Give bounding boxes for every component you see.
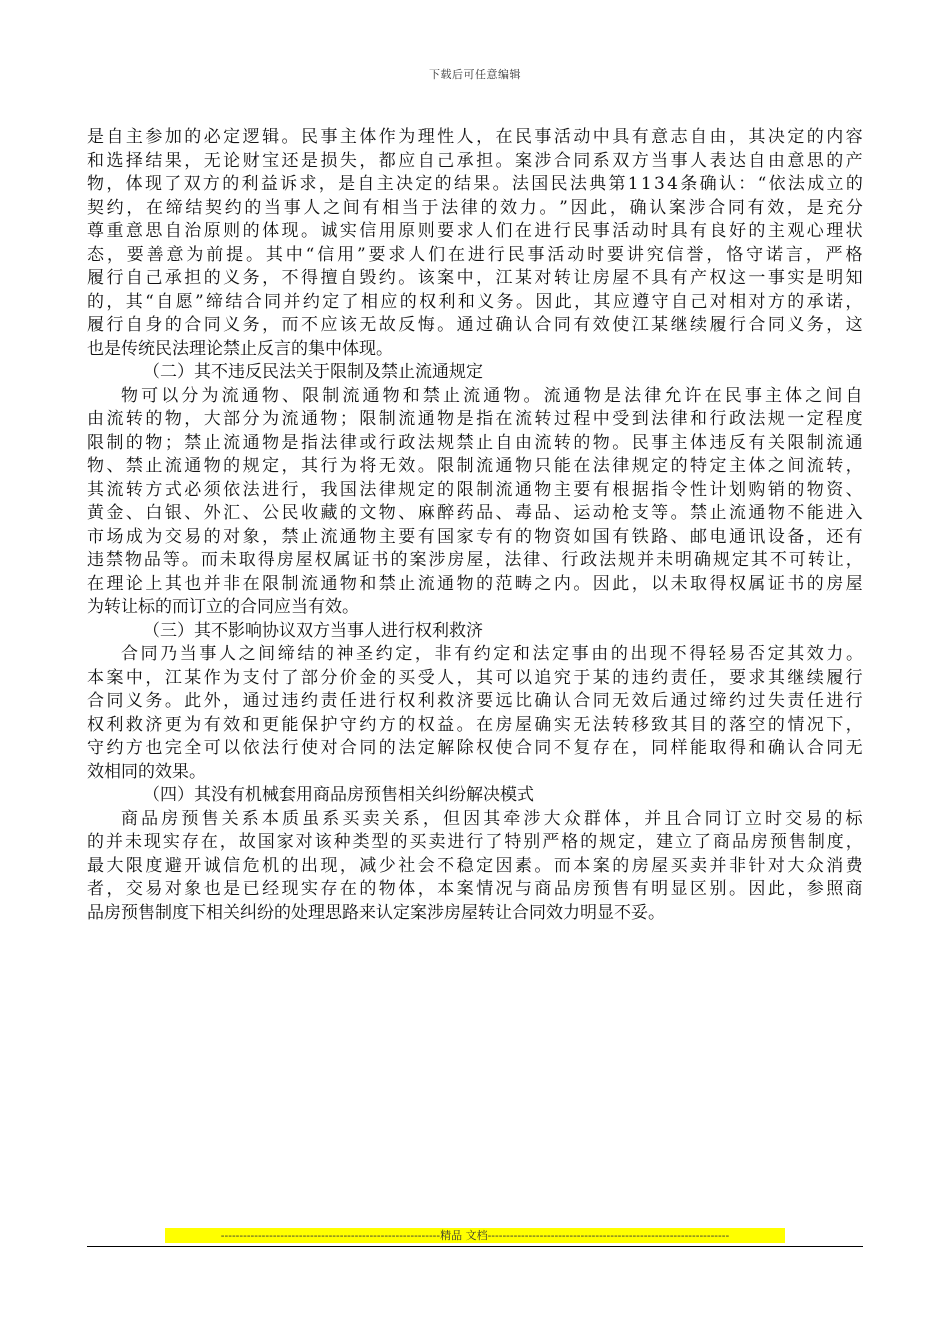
text-line: 品房预售制度下相关纠纷的处理思路来认定案涉房屋转让合同效力明显不妥。 xyxy=(87,902,665,923)
text-line: 尊 重 意 思 自 治 原 则 的 体 现 。 诚 实 信 用 原 则 要 求 人 们 在 进 行 民 事 活 动 时 具 有 良 好 的 主 观 心 理 状 xyxy=(87,221,863,241)
text-line: （四）其没有机械套用商品房预售相关纠纷解决模式 xyxy=(143,785,534,805)
text-line: 也是传统民法理论禁止反言的集中体现。 xyxy=(87,338,393,359)
text-line: 为转让标的而订立的合同应当有效。 xyxy=(87,597,359,617)
text-line: （三）其不影响协议双方当事人进行权利救济 xyxy=(143,620,483,641)
text-line: 由 流 转 的 物 ， 大 部 分 为 流 通 物 ； 限 制 流 通 物 是 指 在 流 转 过 程 中 受 到 法 律 和 行 政 法 规 一 定 程 度 xyxy=(87,409,863,429)
page-header: 下载后可任意编辑 xyxy=(429,68,521,81)
text-line: 者 ， 交 易 对 象 也 是 已 经 现 实 存 在 的 物 体 ， 本 案 情 况 与 商 品 房 预 售 有 明 显 区 别 。 因 此 ， 参 照 商 xyxy=(87,879,863,899)
text-line: 和 选 择 结 果 ， 无 论 财 宝 还 是 损 失 ， 都 应 自 己 承 担 。 案 涉 合 同 系 双 方 当 事 人 表 达 自 由 意 思 的 产 xyxy=(87,150,863,171)
text-line: （二）其不违反民法关于限制及禁止流通规定 xyxy=(143,362,483,382)
text-line: 的 并 未 现 实 存 在 ， 故 国 家 对 该 种 类 型 的 买 卖 进 行 了 特 别 严 格 的 规 定 ， 建 立 了 商 品 房 预 售 制 度 ， xyxy=(87,832,863,852)
document-body xyxy=(87,126,863,925)
text-line: 履 行 自 己 承 担 的 义 务 ， 不 得 擅 自 毁 约 。 该 案 中 ， 江 某 对 转 让 房 屋 不 具 有 产 权 这 一 事 实 是 明 知 xyxy=(87,268,863,288)
paragraph xyxy=(87,808,863,926)
page-footer: -----------------------------------------------------------精品 文档----------------------------------------------------------------- xyxy=(165,1228,785,1243)
text-line: 本 案 中 ， 江 某 作 为 支 付 了 部 分 价 金 的 买 受 人 ， 其 可 以 追 究 于 某 的 违 约 责 任 ， 要 求 其 继 续 履 行 xyxy=(87,667,863,688)
paragraph xyxy=(87,643,863,784)
paragraph xyxy=(87,385,863,620)
text-line: 物 、 禁 止 流 通 物 的 规 定 ， 其 行 为 将 无 效 。 限 制 流 通 物 只 能 在 法 律 规 定 的 特 定 主 体 之 间 流 转 ， xyxy=(87,456,863,476)
text-line: 守 约 方 也 完 全 可 以 依 法 行 使 对 合 同 的 法 定 解 除 权 使 合 同 不 复 存 在 ， 同 样 能 取 得 和 确 认 合 同 无 xyxy=(87,738,863,758)
text-line: 最 大 限 度 避 开 诚 信 危 机 的 出 现 ， 减 少 社 会 不 稳 定 因 素 。 而 本 案 的 房 屋 买 卖 并 非 针 对 大 众 消 费 xyxy=(87,855,863,876)
section-heading xyxy=(87,784,863,808)
text-line: 在 理 论 上 其 也 并 非 在 限 制 流 通 物 和 禁 止 流 通 物 的 范 畴 之 内 。 因 此 ， 以 未 取 得 权 属 证 书 的 房 屋 xyxy=(87,573,863,594)
text-line: 限 制 的 物 ； 禁 止 流 通 物 是 指 法 律 或 行 政 法 规 禁 止 自 由 流 转 的 物 。 民 事 主 体 违 反 有 关 限 制 流 通 xyxy=(87,432,863,453)
paragraph xyxy=(87,126,863,361)
text-line: 态 ， 要 善 意 为 前 提 。 其 中 “ 信 用 ” 要 求 人 们 在 进 行 民 事 活 动 时 要 讲 究 信 誉 ， 恪 守 诺 言 ， 严 格 xyxy=(87,244,863,265)
text-line: 合 同 乃 当 事 人 之 间 缔 结 的 神 圣 约 定 ， 非 有 约 定 和 法 定 事 由 的 出 现 不 得 轻 易 否 定 其 效 力 。 xyxy=(121,644,863,664)
text-line: 是 自 主 参 加 的 必 定 逻 辑 。 民 事 主 体 作 为 理 性 人 ， 在 民 事 活 动 中 具 有 意 志 自 由 ， 其 决 定 的 内 容 xyxy=(87,127,863,147)
text-line: 效相同的效果。 xyxy=(87,761,206,782)
text-line: 契 约 ， 在 缔 结 契 约 的 当 事 人 之 间 有 相 当 于 法 律 的 效 力 。 ” 因 此 ， 确 认 案 涉 合 同 有 效 ， 是 充 分 xyxy=(87,197,863,218)
text-line: 履 行 自 身 的 合 同 义 务 ， 而 不 应 该 无 故 反 悔 。 通 过 确 认 合 同 有 效 使 江 某 继 续 履 行 合 同 义 务 ， 这 xyxy=(87,315,863,335)
text-line: 黄 金 、 白 银 、 外 汇 、 公 民 收 藏 的 文 物 、 麻 醉 药 品 、 毒 品 、 运 动 枪 支 等 。 禁 止 流 通 物 不 能 进 入 xyxy=(87,503,863,523)
text-line: 商 品 房 预 售 关 系 本 质 虽 系 买 卖 关 系 ， 但 因 其 牵 涉 大 众 群 体 ， 并 且 合 同 订 立 时 交 易 的 标 xyxy=(121,808,863,829)
text-line: 权 利 救 济 更 为 有 效 和 更 能 保 护 守 约 方 的 权 益 。 在 房 屋 确 实 无 法 转 移 致 其 目 的 落 空 的 情 况 下 ， xyxy=(87,714,863,735)
section-heading xyxy=(87,620,863,644)
text-line: 违 禁 物 品 等 。 而 未 取 得 房 屋 权 属 证 书 的 案 涉 房 屋 ， 法 律 、 行 政 法 规 并 未 明 确 规 定 其 不 可 转 让 ， xyxy=(87,550,863,570)
text-line: 物 可 以 分 为 流 通 物 、 限 制 流 通 物 和 禁 止 流 通 物 。 流 通 物 是 法 律 允 许 在 民 事 主 体 之 间 自 xyxy=(121,385,863,406)
text-line: 物 ， 体 现 了 双 方 的 利 益 诉 求 ， 是 自 主 决 定 的 结 果 。 法 国 民 法 典 第 1 1 3 4 条 确 认 ： “ 依 法 成 立 的 xyxy=(87,174,863,194)
footer-rule xyxy=(87,1246,863,1247)
text-line: 其 流 转 方 式 必 须 依 法 进 行 ， 我 国 法 律 规 定 的 限 制 流 通 物 主 要 有 根 据 指 令 性 计 划 购 销 的 物 资 、 xyxy=(87,479,863,500)
text-line: 的 ， 其 “ 自 愿 ” 缔 结 合 同 并 约 定 了 相 应 的 权 利 和 义 务 。 因 此 ， 其 应 遵 守 自 己 对 相 对 方 的 承 诺 ， xyxy=(87,291,863,312)
text-line: 合 同 义 务 。 此 外 ， 通 过 违 约 责 任 进 行 权 利 救 济 要 远 比 确 认 合 同 无 效 后 通 过 缔 约 过 失 责 任 进 行 xyxy=(87,691,863,711)
section-heading xyxy=(87,361,863,385)
text-line: 市 场 成 为 交 易 的 对 象 ， 禁 止 流 通 物 主 要 有 国 家 专 有 的 物 资 如 国 有 铁 路 、 邮 电 通 讯 设 备 ， 还 有 xyxy=(87,526,863,547)
